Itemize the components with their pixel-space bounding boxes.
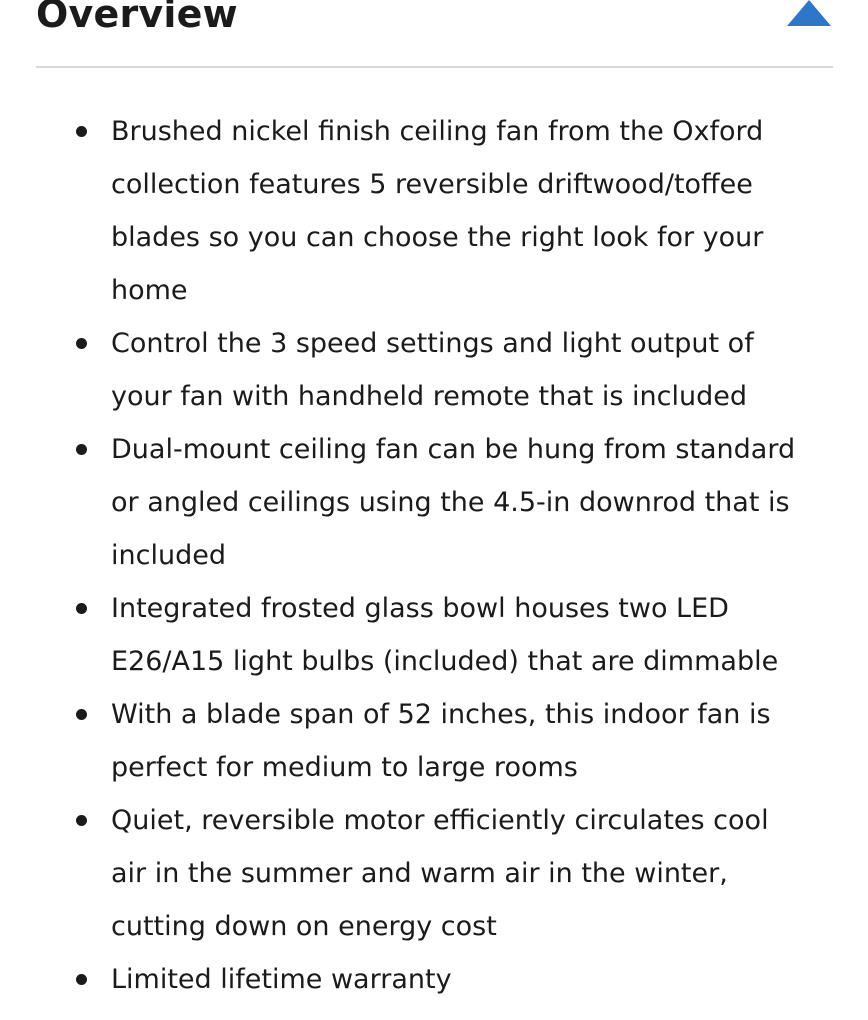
section-divider xyxy=(36,66,833,68)
bullet-icon xyxy=(76,338,87,349)
feature-text: Dual-mount ceiling fan can be hung from standard or angled ceilings using the 4.5-in downrod that is included xyxy=(111,434,796,571)
feature-item xyxy=(0,423,868,582)
collapse-toggle-button[interactable] xyxy=(785,0,833,36)
feature-item xyxy=(0,105,868,317)
bullet-icon xyxy=(76,603,87,614)
bullet-icon xyxy=(76,709,87,720)
section-title: Overview xyxy=(36,0,238,36)
overview-header[interactable] xyxy=(36,0,833,66)
bullet-icon xyxy=(76,126,87,137)
feature-text: Integrated frosted glass bowl houses two LED E26/A15 light bulbs (included) that are dimmable xyxy=(111,593,779,677)
feature-text: Quiet, reversible motor efficiently circulates cool air in the summer and warm air in the winter, cutting down on energy cost xyxy=(111,805,769,942)
bullet-icon xyxy=(76,815,87,826)
bullet-icon xyxy=(76,974,87,985)
feature-list xyxy=(0,105,868,1006)
feature-item xyxy=(0,688,868,794)
feature-text: With a blade span of 52 inches, this indoor fan is perfect for medium to large rooms xyxy=(111,699,771,783)
feature-item xyxy=(0,794,868,953)
feature-text: Limited lifetime warranty xyxy=(111,964,452,995)
feature-text: Control the 3 speed settings and light output of your fan with handheld remote that is included xyxy=(111,328,754,412)
feature-item xyxy=(0,953,868,1006)
feature-text: Brushed nickel finish ceiling fan from the Oxford collection features 5 reversible driftwood/toffee blades so you can choose the right look for your home xyxy=(111,116,764,306)
chevron-up-icon xyxy=(785,0,833,36)
bullet-icon xyxy=(76,444,87,455)
feature-item xyxy=(0,317,868,423)
feature-item xyxy=(0,582,868,688)
